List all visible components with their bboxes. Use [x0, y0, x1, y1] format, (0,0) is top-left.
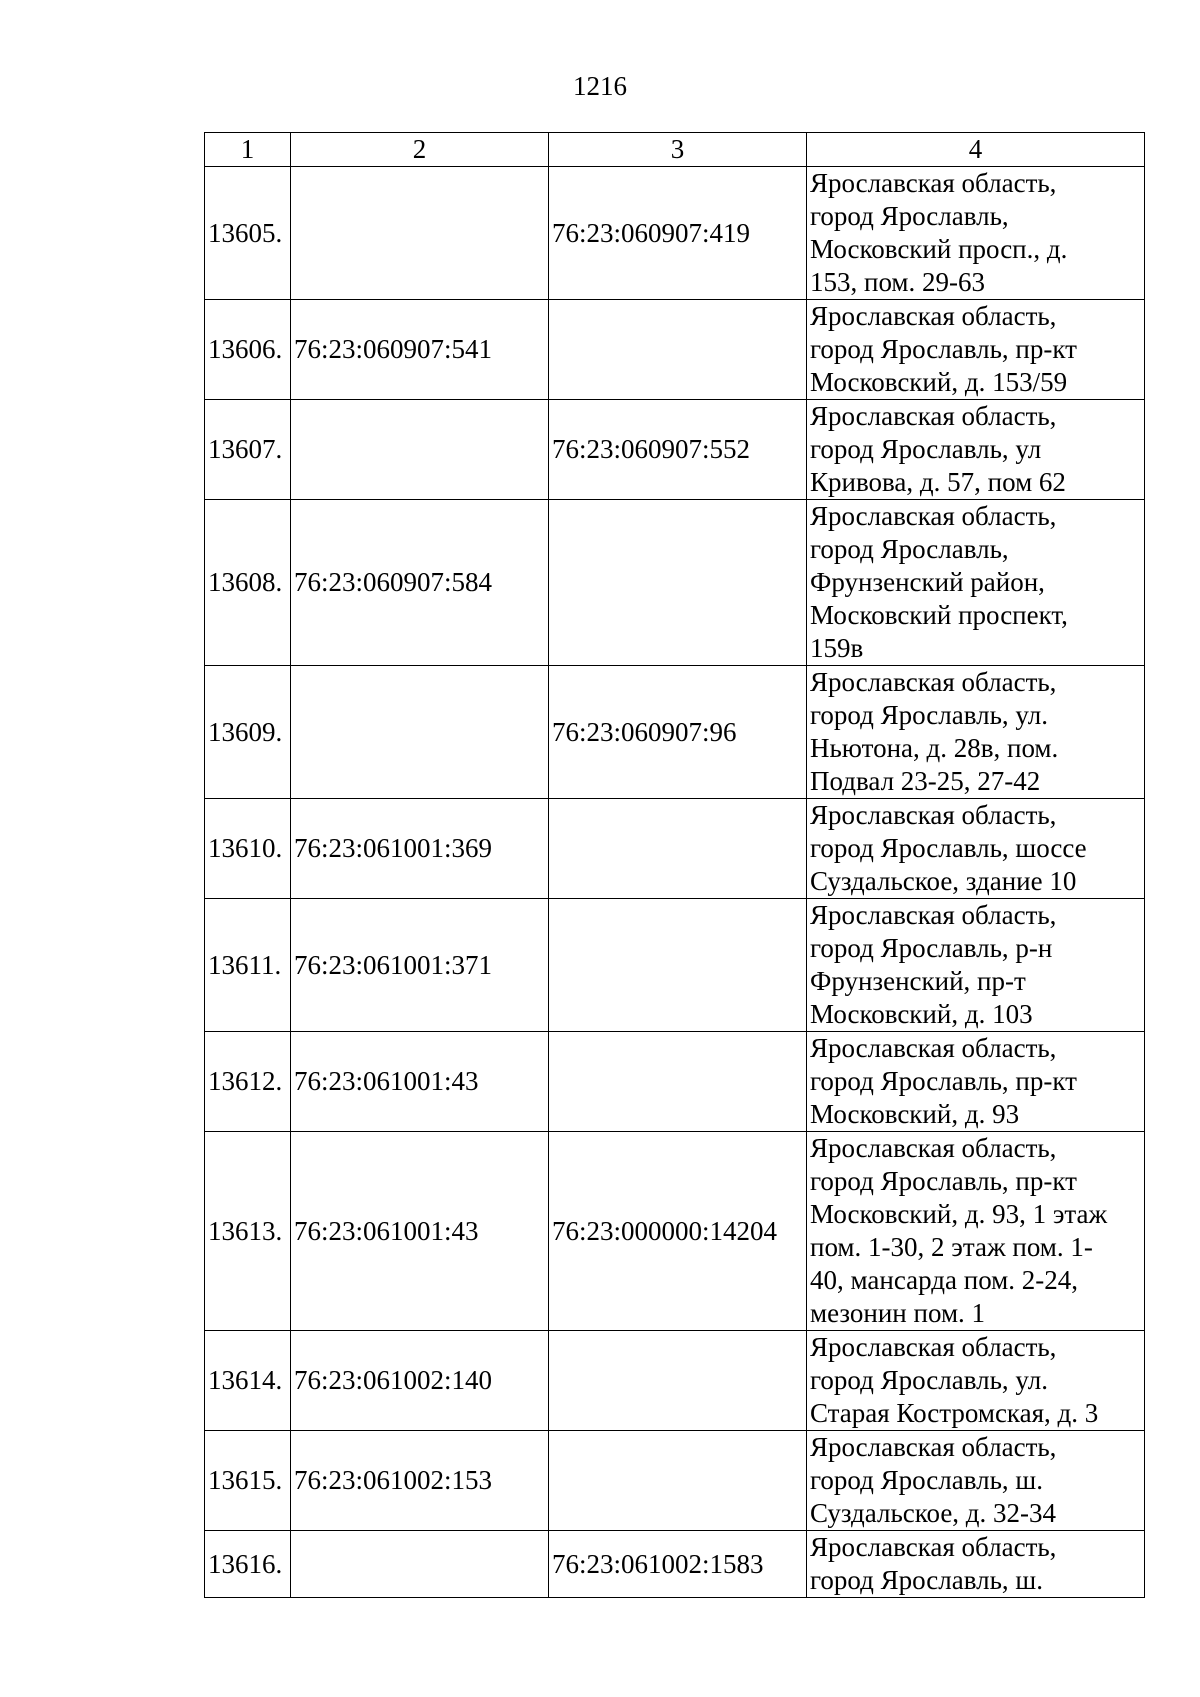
address-line: Московский, д. 93, 1 этаж — [810, 1199, 1108, 1229]
premises-cadastral-number-cell — [549, 1431, 807, 1531]
address-cell — [807, 167, 1145, 300]
address-cell — [807, 1431, 1145, 1531]
table-row — [205, 167, 1145, 300]
address-line: мезонин пом. 1 — [810, 1298, 986, 1328]
table-row — [205, 899, 1145, 1032]
premises-cadastral-number-cell — [549, 500, 807, 666]
cadastral-number-cell: 76:23:061001:369 — [291, 799, 549, 899]
address-line: Ньютона, д. 28в, пом. — [810, 733, 1059, 763]
address-line: город Ярославль, пр-кт — [810, 1066, 1077, 1096]
cadastral-number-cell: 76:23:061002:153 — [291, 1431, 549, 1531]
table-body — [205, 167, 1145, 1598]
address-cell — [807, 799, 1145, 899]
address-line: Ярославская область, — [810, 1133, 1057, 1163]
address-line: 40, мансарда пом. 2-24, — [810, 1265, 1079, 1295]
address-line: город Ярославль, р-н — [810, 933, 1053, 963]
address-line: город Ярославль, ш. — [810, 1565, 1043, 1595]
table-header-row — [205, 133, 1145, 167]
cadastral-number-cell: 76:23:061001:43 — [291, 1132, 549, 1331]
address-line: Старая Костромская, д. 3 — [810, 1398, 1099, 1428]
row-number-cell: 13609. — [205, 666, 291, 799]
table-row — [205, 300, 1145, 400]
address-line: Ярославская область, — [810, 501, 1057, 531]
cadastral-number-cell — [291, 400, 549, 500]
address-line: Суздальское, д. 32-34 — [810, 1498, 1057, 1528]
address-line: Московский просп., д. — [810, 234, 1068, 264]
premises-cadastral-number-cell: 76:23:061002:1583 — [549, 1531, 807, 1598]
column-header-3: 3 — [549, 133, 807, 167]
address-line: Подвал 23-25, 27-42 — [810, 766, 1041, 796]
address-line: Ярославская область, — [810, 1332, 1057, 1362]
address-line: город Ярославль, пр-кт — [810, 334, 1077, 364]
address-line: Суздальское, здание 10 — [810, 866, 1077, 896]
address-line: Ярославская область, — [810, 667, 1057, 697]
address-line: город Ярославль, ул. — [810, 700, 1048, 730]
address-line: город Ярославль, — [810, 201, 1009, 231]
premises-cadastral-number-cell: 76:23:060907:96 — [549, 666, 807, 799]
address-line: город Ярославль, — [810, 534, 1009, 564]
table-row — [205, 1032, 1145, 1132]
address-cell — [807, 1132, 1145, 1331]
column-header-2: 2 — [291, 133, 549, 167]
address-line: город Ярославль, шоссе — [810, 833, 1087, 863]
premises-cadastral-number-cell: 76:23:000000:14204 — [549, 1132, 807, 1331]
row-number-cell: 13612. — [205, 1032, 291, 1132]
cadastral-number-cell: 76:23:061001:371 — [291, 899, 549, 1032]
premises-cadastral-number-cell: 76:23:060907:552 — [549, 400, 807, 500]
column-header-1: 1 — [205, 133, 291, 167]
registry-table — [204, 132, 1145, 1598]
address-line: Фрунзенский район, — [810, 567, 1045, 597]
column-header-4: 4 — [807, 133, 1145, 167]
address-line: Ярославская область, — [810, 401, 1057, 431]
address-cell — [807, 400, 1145, 500]
cadastral-number-cell: 76:23:061001:43 — [291, 1032, 549, 1132]
address-cell — [807, 1531, 1145, 1598]
premises-cadastral-number-cell — [549, 300, 807, 400]
premises-cadastral-number-cell — [549, 899, 807, 1032]
row-number-cell: 13608. — [205, 500, 291, 666]
table-row — [205, 1331, 1145, 1431]
cadastral-number-cell — [291, 666, 549, 799]
table-row — [205, 400, 1145, 500]
table-row — [205, 1431, 1145, 1531]
address-line: Московский, д. 103 — [810, 999, 1033, 1029]
row-number-cell: 13610. — [205, 799, 291, 899]
page-number: 1216 — [573, 71, 627, 101]
premises-cadastral-number-cell — [549, 799, 807, 899]
address-cell — [807, 500, 1145, 666]
address-line: Ярославская область, — [810, 900, 1057, 930]
address-line: город Ярославль, ул — [810, 434, 1042, 464]
address-line: Ярославская область, — [810, 301, 1057, 331]
row-number-cell: 13606. — [205, 300, 291, 400]
row-number-cell: 13616. — [205, 1531, 291, 1598]
row-number-cell: 13613. — [205, 1132, 291, 1331]
row-number-cell: 13607. — [205, 400, 291, 500]
address-line: Ярославская область, — [810, 168, 1057, 198]
address-cell — [807, 1331, 1145, 1431]
row-number-cell: 13605. — [205, 167, 291, 300]
address-line: Московский, д. 93 — [810, 1099, 1020, 1129]
address-line: Ярославская область, — [810, 1432, 1057, 1462]
premises-cadastral-number-cell — [549, 1032, 807, 1132]
address-line: город Ярославль, ул. — [810, 1365, 1048, 1395]
table-row — [205, 799, 1145, 899]
address-line: Ярославская область, — [810, 1033, 1057, 1063]
cadastral-number-cell: 76:23:061002:140 — [291, 1331, 549, 1431]
row-number-cell: 13611. — [205, 899, 291, 1032]
address-cell — [807, 300, 1145, 400]
address-line: Фрунзенский, пр-т — [810, 966, 1026, 996]
table-row — [205, 666, 1145, 799]
address-cell — [807, 1032, 1145, 1132]
premises-cadastral-number-cell — [549, 1331, 807, 1431]
address-line: город Ярославль, ш. — [810, 1465, 1043, 1495]
table-row — [205, 500, 1145, 666]
row-number-cell: 13614. — [205, 1331, 291, 1431]
address-line: город Ярославль, пр-кт — [810, 1166, 1077, 1196]
address-line: Ярославская область, — [810, 800, 1057, 830]
cadastral-number-cell — [291, 167, 549, 300]
row-number-cell: 13615. — [205, 1431, 291, 1531]
address-line: 153, пом. 29-63 — [810, 267, 986, 297]
table-row — [205, 1531, 1145, 1598]
table-row — [205, 1132, 1145, 1331]
address-cell — [807, 899, 1145, 1032]
address-line: 159в — [810, 633, 864, 663]
address-cell — [807, 666, 1145, 799]
cadastral-number-cell — [291, 1531, 549, 1598]
cadastral-number-cell: 76:23:060907:584 — [291, 500, 549, 666]
premises-cadastral-number-cell: 76:23:060907:419 — [549, 167, 807, 300]
address-line: Московский, д. 153/59 — [810, 367, 1068, 397]
cadastral-number-cell: 76:23:060907:541 — [291, 300, 549, 400]
address-line: Ярославская область, — [810, 1532, 1057, 1562]
address-line: Московский проспект, — [810, 600, 1068, 630]
address-line: Кривова, д. 57, пом 62 — [810, 467, 1066, 497]
address-line: пом. 1-30, 2 этаж пом. 1- — [810, 1232, 1093, 1262]
